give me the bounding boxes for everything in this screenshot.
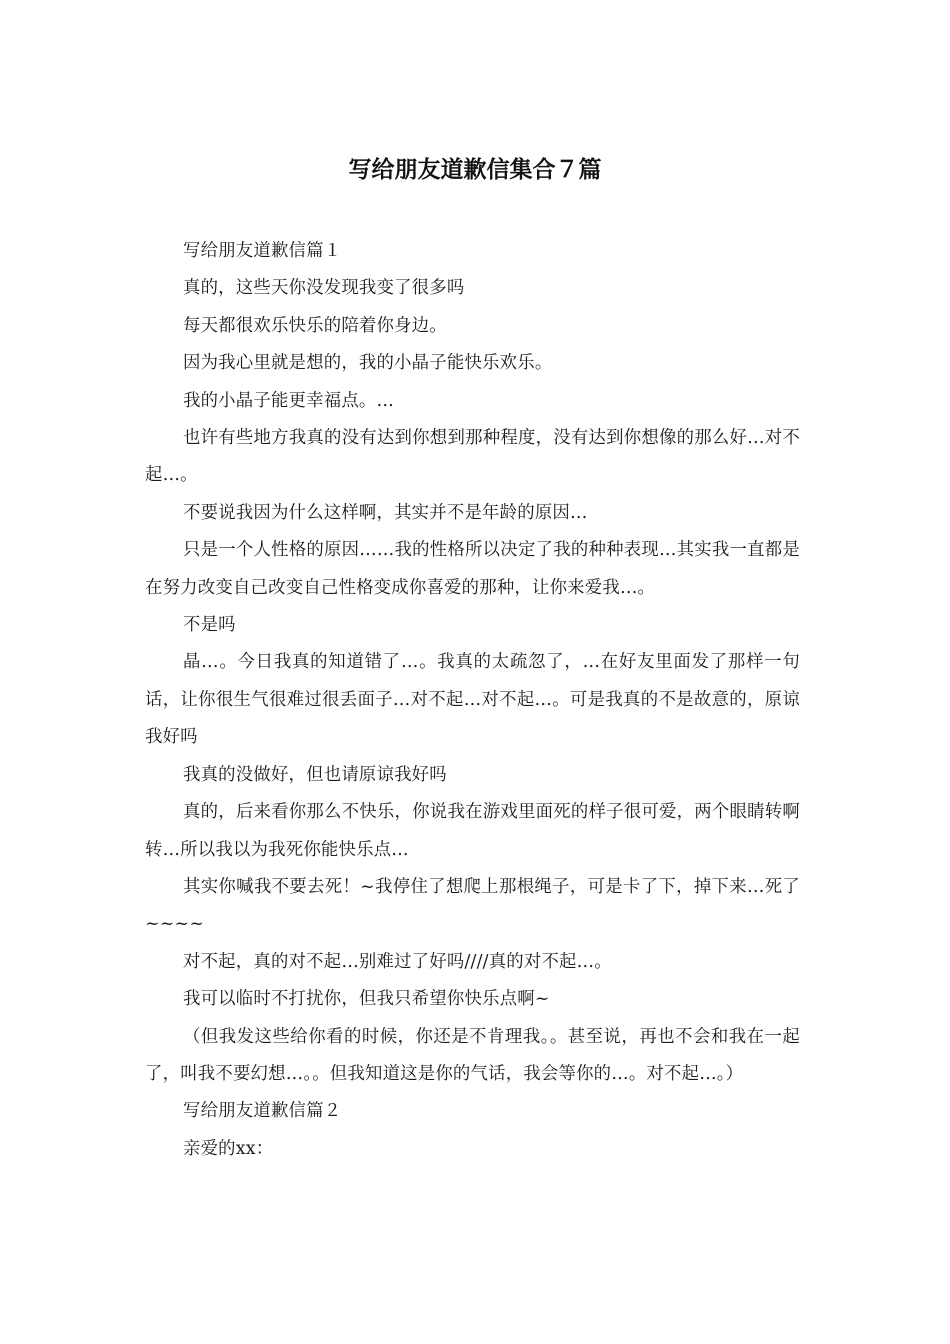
- paragraph: 我真的没做好，但也请原谅我好吗: [183, 764, 447, 785]
- paragraph: 只是一个人性格的原因……我的性格所以决定了我的种种表现…其实我一直都是在努力改变自己改变自己性格变成你喜爱的那种，让你来爱我…。: [145, 540, 800, 598]
- salutation: 亲爱的xx：: [183, 1138, 274, 1159]
- paragraph: 其实你喊我不要去死！~我停住了想爬上那根绳子，可是卡了下，掉下来…死了~~~~: [145, 876, 800, 935]
- paragraph: 对不起，真的对不起…别难过了好吗////真的对不起…。: [183, 951, 612, 972]
- paragraph: 不要说我因为什么这样啊，其实并不是年龄的原因…: [183, 502, 588, 523]
- document-body: [145, 233, 800, 1168]
- paragraph: 不是吗: [183, 615, 236, 636]
- section-heading: 写给朋友道歉信篇２: [183, 1101, 342, 1122]
- paragraph: 也许有些地方我真的没有达到你想到那种程度，没有达到你想像的那么好…对不起…。: [145, 428, 800, 486]
- paragraph: 我的小晶子能更幸福点。…: [183, 390, 395, 411]
- paragraph: （但我发这些给你看的时候，你还是不肯理我。。甚至说，再也不会和我在一起了，叫我不要幻想…。。但我知道这是你的气话，我会等你的…。对不起…。）: [145, 1026, 800, 1084]
- paragraph: 因为我心里就是想的，我的小晶子能快乐欢乐。: [183, 353, 553, 374]
- document-title: 写给朋友道歉信集合７篇: [348, 157, 602, 183]
- paragraph: 写给朋友道歉信篇１: [183, 241, 342, 261]
- paragraph: 每天都很欢乐快乐的陪着你身边。: [183, 315, 447, 336]
- paragraph: 我可以临时不打扰你，但我只希望你快乐点啊~: [183, 989, 550, 1010]
- paragraph: 晶…。今日我真的知道错了…。我真的太疏忽了，…在好友里面发了那样一句话，让你很生气很难过很丢面子…对不起…对不起…。可是我真的不是故意的，原谅我好吗: [145, 652, 800, 748]
- paragraph: 真的，后来看你那么不快乐，你说我在游戏里面死的样子很可爱，两个眼睛转啊转…所以我以为我死你能快乐点…: [145, 802, 800, 860]
- paragraph: 真的，这些天你没发现我变了很多吗: [183, 278, 465, 299]
